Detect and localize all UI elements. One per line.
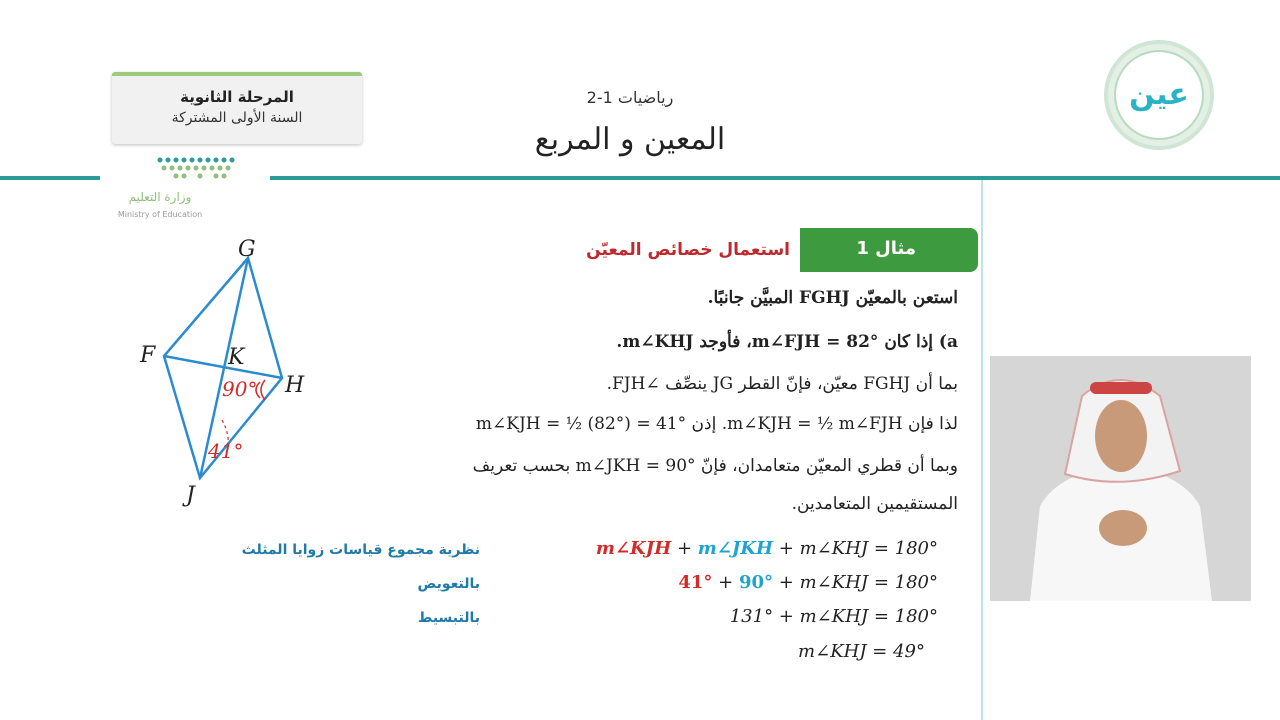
proof-row-2-eq — [678, 572, 938, 593]
presenter-hands — [1099, 510, 1147, 546]
proof-row-2-blue: 90° — [739, 572, 774, 593]
proof-row-3-reason: بالتبسيط — [417, 610, 480, 626]
label-h: H — [285, 373, 305, 398]
annotation-90: 90° — [222, 377, 258, 401]
year-label: السنة الأولى المشتركة — [171, 110, 303, 126]
proof-row-2-plus: + — [718, 572, 734, 593]
proof-row-2-rest: + m∠KHJ = 180° — [778, 572, 938, 593]
ministry-name-en: Ministry of Education — [117, 210, 203, 219]
ministry-logo-icon — [150, 152, 250, 188]
solution-line-4: المستقيمين المتعامدين. — [791, 494, 958, 514]
proof-row-1-blue: m∠JKH — [697, 538, 774, 559]
example-part-a: a) إذا كان m∠FJH = 82°، فأوجد m∠KHJ. — [616, 332, 958, 352]
rhombus-figure — [130, 230, 310, 520]
angle-arc — [261, 380, 265, 400]
solution-line-3: وبما أن قطري المعيّن متعامدان، فإنّ m∠JKH = 90° بحسب تعريف — [472, 456, 958, 476]
channel-logo-text: عين — [1116, 52, 1202, 138]
subject-label: رياضيات 1-2 — [586, 88, 674, 107]
presenter-video — [990, 356, 1251, 601]
proof-row-1-reason: نظرية مجموع قياسات زوايا المثلث — [241, 542, 480, 558]
content-divider — [981, 180, 983, 720]
proof-row-2-reason: بالتعويض — [417, 576, 480, 592]
proof-row-4-eq: m∠KHJ = 49° — [798, 641, 925, 662]
label-g: G — [238, 237, 256, 262]
lesson-title: المعين و المربع — [534, 122, 726, 157]
proof-row-2-red: 41° — [678, 572, 713, 593]
label-j: J — [186, 483, 195, 508]
header-rule-left — [0, 176, 100, 180]
solution-line-1: بما أن FGHJ معيّن، فإنّ القطر JG ينصِّف ∠FJH. — [606, 374, 958, 394]
solution-line-2: لذا فإن m∠KJH = ½ m∠FJH. إذن m∠KJH = ½ (82°) = 41° — [475, 414, 958, 434]
presenter-figure — [990, 356, 1251, 601]
stage-box — [112, 72, 362, 144]
label-k: K — [228, 345, 245, 370]
example-intro: استعن بالمعيّن FGHJ المبيَّن جانبًا. — [707, 288, 958, 308]
header-rule-right — [270, 176, 1280, 180]
example-tab: مثال 1 — [800, 228, 978, 272]
example-title: استعمال خصائص المعيّن — [586, 240, 790, 260]
channel-logo — [1108, 44, 1210, 146]
proof-row-1-plus: + — [676, 538, 693, 559]
annotation-41: 41° — [208, 439, 244, 463]
label-f: F — [140, 343, 156, 368]
proof-row-1-red: m∠KJH — [595, 538, 672, 559]
proof-row-3-eq: 131° + m∠KHJ = 180° — [729, 606, 938, 627]
presenter-band — [1090, 382, 1152, 394]
proof-row-1-rest: + m∠KHJ = 180° — [778, 538, 938, 559]
proof-row-1-eq — [596, 538, 938, 559]
presenter-face — [1095, 400, 1147, 472]
stage-label: المرحلة الثانوية — [180, 88, 294, 106]
ministry-name-ar: وزارة التعليم — [128, 190, 192, 204]
